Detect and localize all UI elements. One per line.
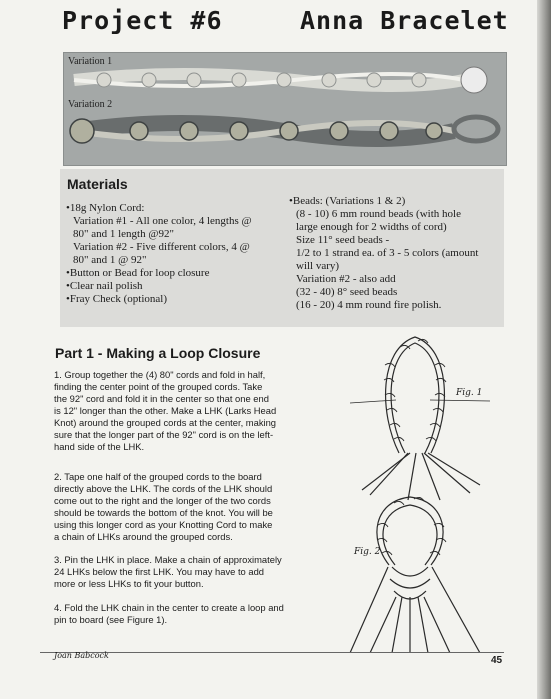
materials-line: •Beads: (Variations 1 & 2) xyxy=(289,195,406,207)
project-number-title: Project #6 xyxy=(62,6,223,35)
materials-line: (8 - 10) 6 mm round beads (with hole xyxy=(296,208,461,220)
materials-heading: Materials xyxy=(67,176,128,192)
materials-line: 1/2 to 1 strand ea. of 3 - 5 colors (amount xyxy=(296,247,479,259)
materials-line: •Button or Bead for loop closure xyxy=(66,267,210,279)
step-line: is 12" longer than the other. Make a LHK (Larks Head xyxy=(54,405,277,416)
materials-line: •18g Nylon Cord: xyxy=(66,202,145,214)
step-2 xyxy=(54,471,316,543)
step-line: 24 LHKs below the first LHK. You may have to add xyxy=(54,566,265,577)
materials-box xyxy=(60,169,504,327)
page-number: 45 xyxy=(491,655,503,666)
figure-illustrations xyxy=(330,335,510,653)
step-line: using this longer cord as your Knotting Cord to make xyxy=(54,519,273,530)
variation1-label: Variation 1 xyxy=(68,56,113,67)
footer-divider xyxy=(40,652,504,653)
materials-line: •Fray Check (optional) xyxy=(66,293,167,305)
step-1 xyxy=(54,369,316,453)
author-credit: Joan Babcock xyxy=(54,651,109,660)
step-line: more or less LHKs to fit your button. xyxy=(54,578,204,589)
step-3 xyxy=(54,554,316,590)
knot-diagram xyxy=(330,335,510,653)
step-line: sure that the longer part of the 92" cord is on the left- xyxy=(54,429,274,440)
materials-line: 80" and 1 length @92" xyxy=(73,228,174,240)
step-line: pin to board (see Figure 1). xyxy=(54,614,168,625)
materials-line: 80" and 1 @ 92" xyxy=(73,254,147,266)
materials-left-column xyxy=(66,202,252,306)
materials-line: (32 - 40) 8° seed beads xyxy=(296,286,398,298)
materials-line: •Clear nail polish xyxy=(66,280,143,292)
step-line: come out to the right and the longer of the two cords xyxy=(54,495,271,506)
materials-line: (16 - 20) 4 mm round fire polish. xyxy=(296,299,442,311)
step-line: directly above the LHK. The cords of the LHK should xyxy=(54,483,273,494)
step-line: the 92" cord and fold it in the center so that one end xyxy=(54,393,269,404)
materials-line: Variation #2 - Five different colors, 4 @ xyxy=(73,241,250,253)
step-line: 4. Fold the LHK chain in the center to create a loop and xyxy=(54,602,284,613)
materials-line: large enough for 2 widths of cord) xyxy=(296,221,447,233)
step-line: Knot) around the grouped cords at the center, making xyxy=(54,417,277,428)
bracelet-photo-image xyxy=(64,53,506,165)
step-line: should be towards the bottom of the knot. You will be xyxy=(54,507,273,518)
step-4 xyxy=(54,602,316,626)
step-line: 2. Tape one half of the grouped cords to the board xyxy=(54,471,262,482)
materials-right-column xyxy=(289,195,478,312)
part1-heading: Part 1 - Making a Loop Closure xyxy=(55,345,261,361)
fig2-label: Fig. 2 xyxy=(354,547,381,557)
bracelet-photo xyxy=(63,52,507,166)
step-line: a chain of LHKs around the grouped cords. xyxy=(54,531,233,542)
step-line: 1. Group together the (4) 80" cords and fold in half, xyxy=(54,369,266,380)
step-line: hand side of the LHK. xyxy=(54,441,145,452)
fig1-loop-diagram xyxy=(350,337,490,500)
materials-line: Variation #2 - also add xyxy=(296,273,396,285)
button-closure-icon xyxy=(461,67,487,93)
book-spine-edge xyxy=(537,0,551,699)
materials-line: Size 11° seed beads - xyxy=(296,234,390,246)
step-line: finding the center point of the grouped cords. Take xyxy=(54,381,263,392)
fig1-label: Fig. 1 xyxy=(456,388,483,398)
materials-line: will vary) xyxy=(296,260,340,272)
materials-line: Variation #1 - All one color, 4 lengths @ xyxy=(73,215,252,227)
fig2-loop-diagram xyxy=(350,497,480,653)
project-name-title: Anna Bracelet xyxy=(300,6,509,35)
variation2-label: Variation 2 xyxy=(68,99,113,110)
step-line: 3. Pin the LHK in place. Make a chain of approximately xyxy=(54,554,282,565)
